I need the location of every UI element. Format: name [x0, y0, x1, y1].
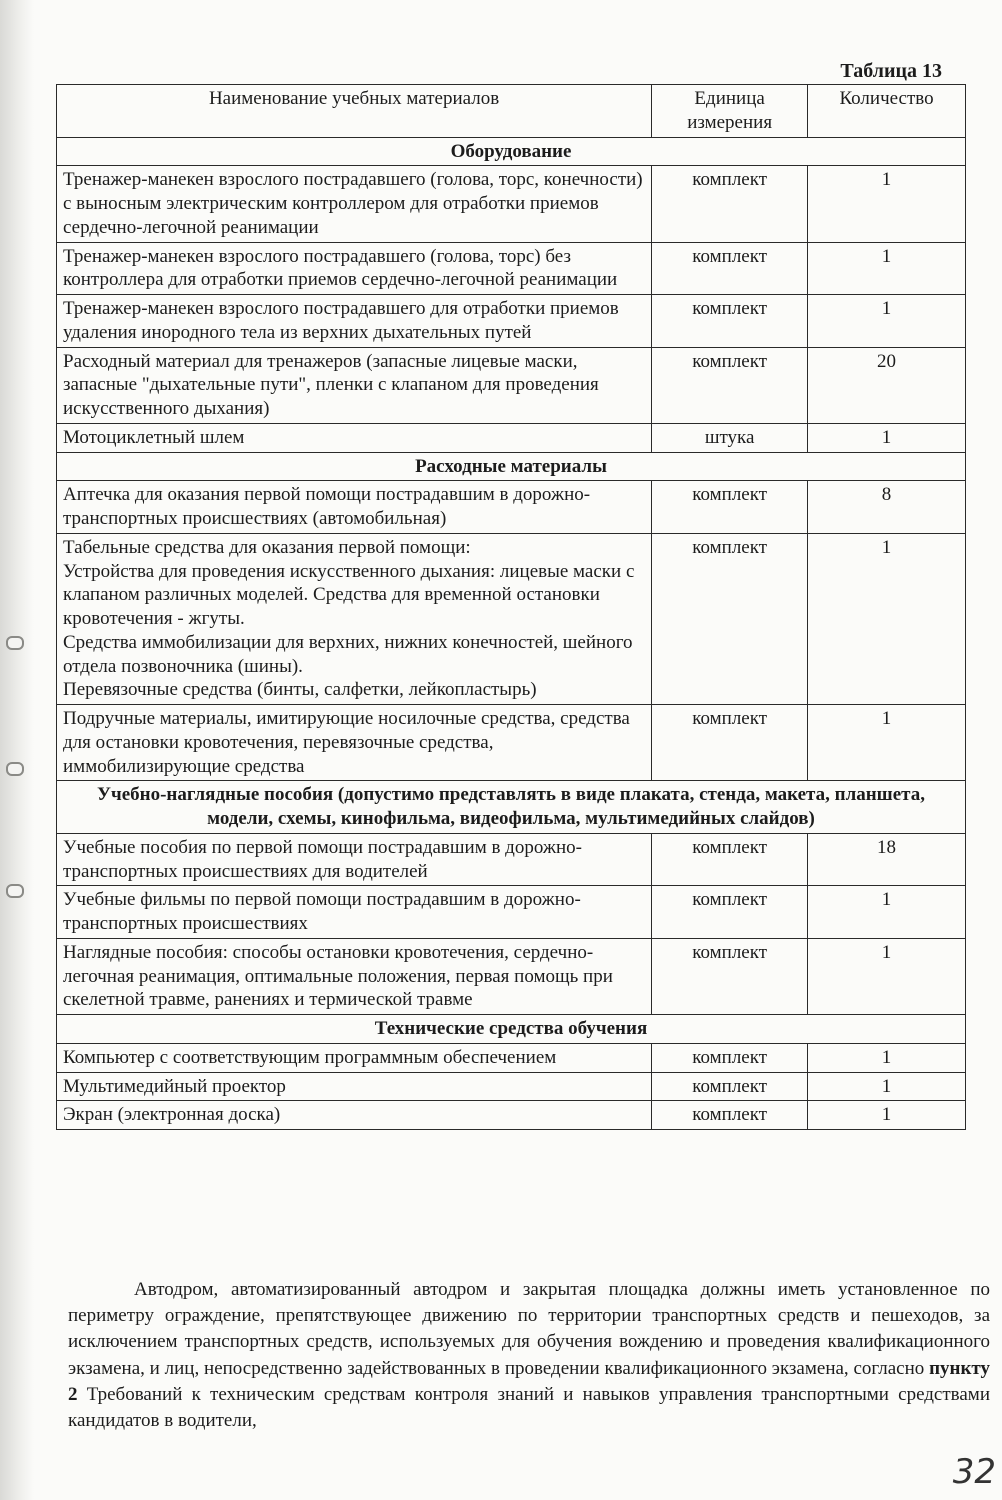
- materials-table: [56, 84, 966, 1130]
- item-unit: комплект: [652, 938, 808, 1014]
- header-qty: Количество: [808, 85, 966, 138]
- item-qty: 1: [808, 295, 966, 348]
- item-unit: комплект: [652, 481, 808, 534]
- item-name: Аптечка для оказания первой помощи пострадавшим в дорожно-транспортных происшествиях (автомобильная): [57, 481, 652, 534]
- item-name: Учебные пособия по первой помощи пострадавшим в дорожно-транспортных происшествиях для водителей: [57, 833, 652, 886]
- item-name: Тренажер-манекен взрослого пострадавшего для отработки приемов удаления инородного тела из верхних дыхательных путей: [57, 295, 652, 348]
- item-unit: штука: [652, 423, 808, 452]
- table-row: [57, 166, 966, 242]
- item-unit: комплект: [652, 705, 808, 781]
- table-row: [57, 938, 966, 1014]
- section-row: [57, 137, 966, 166]
- section-title: Технические средства обучения: [57, 1015, 966, 1044]
- item-unit: комплект: [652, 833, 808, 886]
- item-name: Мультимедийный проектор: [57, 1072, 652, 1101]
- item-qty: 1: [808, 1043, 966, 1072]
- section-row: [57, 452, 966, 481]
- binding-stitch: [6, 884, 24, 898]
- table-row: [57, 533, 966, 704]
- item-qty: 1: [808, 705, 966, 781]
- item-name: [57, 533, 652, 704]
- item-unit: комплект: [652, 1043, 808, 1072]
- item-unit: комплект: [652, 1072, 808, 1101]
- table-row: [57, 1043, 966, 1072]
- table-row: [57, 886, 966, 939]
- section-row: [57, 1015, 966, 1044]
- binding-shadow: [0, 0, 34, 1500]
- header-unit: Единица измерения: [652, 85, 808, 138]
- header-name: Наименование учебных материалов: [57, 85, 652, 138]
- item-unit: комплект: [652, 295, 808, 348]
- table-row: [57, 705, 966, 781]
- item-name: Экран (электронная доска): [57, 1101, 652, 1130]
- item-qty: 1: [808, 423, 966, 452]
- section-title: Учебно-наглядные пособия (допустимо представлять в виде плаката, стенда, макета, планшета, модели, схемы, кинофильма, видеофильма, мультимедийных слайдов): [57, 781, 966, 834]
- section-title: Расходные материалы: [57, 452, 966, 481]
- section-title: Оборудование: [57, 137, 966, 166]
- item-name-line: Средства иммобилизации для верхних, нижних конечностей, шейного отдела позвоночника (шины).: [63, 631, 633, 677]
- item-qty: 1: [808, 886, 966, 939]
- table-row: [57, 1072, 966, 1101]
- item-name: Компьютер с соответствующим программным обеспечением: [57, 1043, 652, 1072]
- table-caption: Таблица 13: [840, 60, 942, 82]
- binding-stitch: [6, 762, 24, 776]
- item-name-line: Табельные средства для оказания первой помощи:: [63, 536, 471, 558]
- table-row: [57, 242, 966, 295]
- item-unit: комплект: [652, 347, 808, 423]
- table-row: [57, 423, 966, 452]
- paragraph-reference: пункту 2: [68, 1357, 990, 1405]
- item-name: Тренажер-манекен взрослого пострадавшего (голова, торс, конечности) с выносным электрическим контроллером для отработки приемов сердечно-легочной реанимации: [57, 166, 652, 242]
- body-paragraph: [68, 1277, 990, 1434]
- item-name: Учебные фильмы по первой помощи пострадавшим в дорожно-транспортных происшествиях: [57, 886, 652, 939]
- item-name: Наглядные пособия: способы остановки кровотечения, сердечно-легочная реанимация, оптимальные положения, первая помощь при скелетной травме, ранениях и термической травме: [57, 938, 652, 1014]
- item-qty: 1: [808, 1101, 966, 1130]
- item-name-line: Устройства для проведения искусственного дыхания: лицевые маски с клапаном различных моделей. Средства для временной остановки кровотечения - жгуты.: [63, 560, 635, 629]
- item-name: Расходный материал для тренажеров (запасные лицевые маски, запасные "дыхательные пути", пленки с клапаном для проведения искусственного дыхания): [57, 347, 652, 423]
- paragraph-text-continued: Требований к техническим средствам контроля знаний и навыков управления транспортными средствами кандидатов в водители,: [68, 1383, 990, 1432]
- item-name-line: Перевязочные средства (бинты, салфетки, лейкопластырь): [63, 679, 537, 701]
- item-qty: 18: [808, 833, 966, 886]
- item-unit: комплект: [652, 533, 808, 704]
- item-name: Тренажер-манекен взрослого пострадавшего (голова, торс) без контроллера для отработки приемов сердечно-легочной реанимации: [57, 242, 652, 295]
- item-unit: комплект: [652, 1101, 808, 1130]
- table-row: [57, 295, 966, 348]
- item-qty: 1: [808, 938, 966, 1014]
- paragraph-text: Автодром, автоматизированный автодром и закрытая площадка должны иметь установленное по периметру ограждение, препятствующее движению по территории транспортных средств и пешеходов, за исключением транспортных средств, используемых для обучения вождению и проведения квалификационного экзамена, и лиц, непосредственно задействованных в проведении квалификационного экзамена, согласно: [68, 1279, 990, 1379]
- item-name: Подручные материалы, имитирующие носилочные средства, средства для остановки кровотечения, перевязочные средства, иммобилизирующие средства: [57, 705, 652, 781]
- table-header-row: [57, 85, 966, 138]
- binding-stitch: [6, 636, 24, 650]
- item-qty: 1: [808, 1072, 966, 1101]
- table-row: [57, 347, 966, 423]
- item-qty: 1: [808, 242, 966, 295]
- section-row: [57, 781, 966, 834]
- table-row: [57, 1101, 966, 1130]
- item-qty: 20: [808, 347, 966, 423]
- table-row: [57, 481, 966, 534]
- item-unit: комплект: [652, 886, 808, 939]
- item-name: Мотоциклетный шлем: [57, 423, 652, 452]
- item-qty: 1: [808, 533, 966, 704]
- table-row: [57, 833, 966, 886]
- item-qty: 1: [808, 166, 966, 242]
- item-unit: комплект: [652, 242, 808, 295]
- page-number: 32: [952, 1452, 996, 1492]
- item-qty: 8: [808, 481, 966, 534]
- item-unit: комплект: [652, 166, 808, 242]
